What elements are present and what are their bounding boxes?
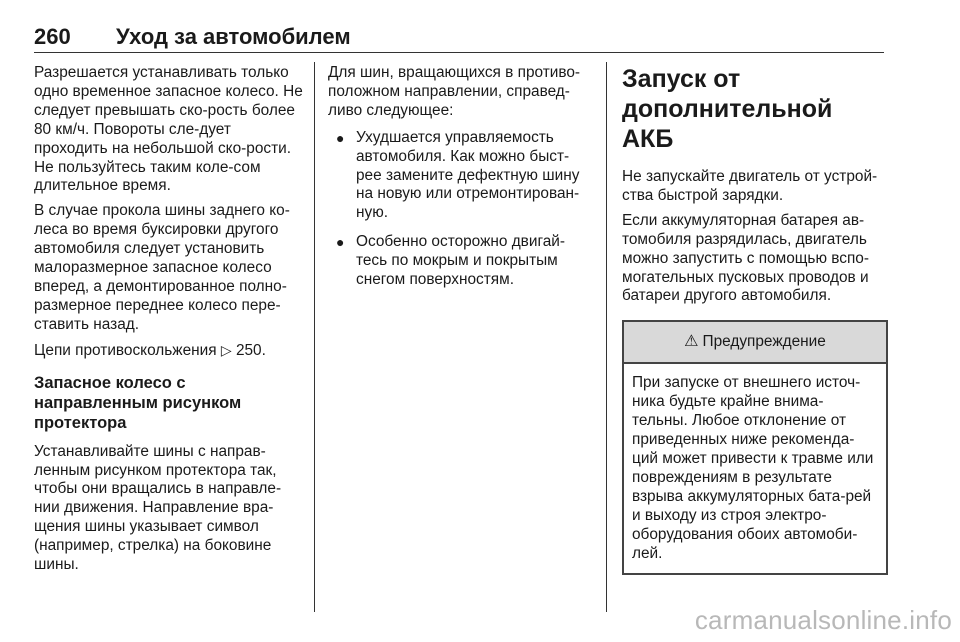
paragraph-rear-puncture: В случае прокола шины заднего ко-леса во время буксировки другого автомобиля следует установить малоразмерное запасное колесо вперед, а демонтированное полно-размерное переднее колесо пере-ставить назад. xyxy=(34,202,290,333)
paragraph-no-fast-charger: Не запускайте двигатель от устрой-ства быстрой зарядки. xyxy=(622,168,878,204)
warning-header xyxy=(624,322,886,364)
consequences-list xyxy=(328,129,592,290)
snow-chains-page-link[interactable]: 250. xyxy=(235,341,266,359)
paragraph-jump-start-info: Если аккумуляторная батарея ав-томобиля разрядилась, двигатель можно запустить с помощью вспо-могательных пусковых проводов и батареи другого автомобиля. xyxy=(622,211,869,305)
page-header xyxy=(34,24,884,53)
warning-box xyxy=(622,320,888,575)
section-heading-directional-spare: Запасное колесо с направленным рисунком протектора xyxy=(34,373,242,432)
paragraph-spare-wheel-limits: Разрешается устанавливать только одно временное запасное колесо. Не следует превышать ско-рость более 80 км/ч. Повороты сле-дует проходить на небольшой ско-рости. Не пользуйтесь таким коле-сом длительное время. xyxy=(34,64,303,195)
page-reference-icon: ▷ xyxy=(220,341,232,358)
list-item xyxy=(328,233,592,290)
bullet-icon: ● xyxy=(336,234,345,251)
paragraph-directional-tires: Устанавливайте шины с направ-ленным рисунком протектора так, чтобы они вращались в направле-нии движения. Направление вра-щения шины указывает символ (например, стрелка) на боковине шины. xyxy=(34,442,282,574)
column-3 xyxy=(622,64,886,575)
snow-chains-text: Цепи противоскольжения xyxy=(34,341,217,359)
paragraph-snow-chains-ref xyxy=(34,341,304,361)
warning-text: При запуске от внешнего источ-ника будьте крайне внима-тельны. Любое отклонение от приведенных ниже рекоменда-ций может привести к травме или повреждениям в результате взрыва аккумуляторных бата-рей и выходу из строя электро-оборудования обоих автомоби-лей. xyxy=(632,374,874,562)
column-1 xyxy=(34,64,304,581)
page-number: 260 xyxy=(34,24,71,49)
warning-title: Предупреждение xyxy=(702,332,826,350)
section-heading-jump-start: Запуск от дополнительной АКБ xyxy=(622,65,833,153)
bullet-icon: ● xyxy=(336,129,345,146)
list-item-text: Ухудшается управляемость автомобиля. Как можно быст-рее замените дефектную шину на новую или отремонтирован-ную. xyxy=(356,128,580,222)
list-item xyxy=(328,129,592,224)
column-divider-2 xyxy=(606,62,607,612)
column-2 xyxy=(328,64,592,300)
watermark: carmanualsonline.info xyxy=(694,605,952,635)
warning-triangle-icon: ⚠ xyxy=(684,332,699,350)
chapter-title: Уход за автомобилем xyxy=(116,24,351,49)
list-item-text: Особенно осторожно двигай-тесь по мокрым и покрытым снегом поверхностям. xyxy=(356,233,566,289)
column-divider-1 xyxy=(314,62,315,612)
paragraph-opposite-rotation: Для шин, вращающихся в противо-положном направлении, справед-ливо следующее: xyxy=(328,64,581,119)
